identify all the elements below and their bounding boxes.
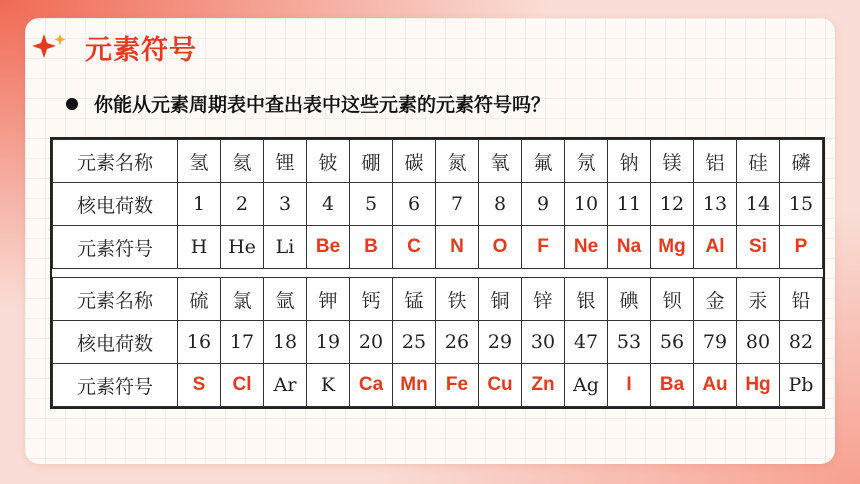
element-name-cell: 硫 [178, 278, 221, 321]
element-name-cell: 氖 [565, 140, 608, 183]
nuclear-charge-cell: 18 [264, 321, 307, 364]
nuclear-charge-cell: 25 [393, 321, 436, 364]
row-header-element-name: 元素名称 [53, 140, 178, 183]
element-symbol-cell: Li [264, 226, 307, 269]
element-name-cell: 镁 [651, 140, 694, 183]
element-name-cell: 硅 [737, 140, 780, 183]
nuclear-charge-cell: 26 [436, 321, 479, 364]
table-row-element-name [53, 278, 823, 321]
nuclear-charge-cell: 16 [178, 321, 221, 364]
row-header-element-symbol: 元素符号 [53, 226, 178, 269]
element-name-cell: 氯 [221, 278, 264, 321]
element-name-cell: 钠 [608, 140, 651, 183]
nuclear-charge-cell: 79 [694, 321, 737, 364]
element-name-cell: 铜 [479, 278, 522, 321]
element-symbol-cell: Na [608, 226, 651, 269]
bullet-icon [66, 98, 78, 110]
nuclear-charge-cell: 5 [350, 183, 393, 226]
nuclear-charge-cell: 47 [565, 321, 608, 364]
table-separator [53, 269, 823, 278]
element-name-cell: 铁 [436, 278, 479, 321]
nuclear-charge-cell: 7 [436, 183, 479, 226]
element-symbol-cell: H [178, 226, 221, 269]
element-symbol-cell: B [350, 226, 393, 269]
element-symbol-cell: Hg [737, 364, 780, 407]
nuclear-charge-cell: 14 [737, 183, 780, 226]
question-line [66, 90, 550, 117]
element-symbol-cell: Mg [651, 226, 694, 269]
element-name-cell: 硼 [350, 140, 393, 183]
element-symbol-cell: I [608, 364, 651, 407]
nuclear-charge-cell: 2 [221, 183, 264, 226]
element-name-cell: 汞 [737, 278, 780, 321]
element-symbol-cell: Ca [350, 364, 393, 407]
element-name-cell: 铍 [307, 140, 350, 183]
element-name-cell: 锰 [393, 278, 436, 321]
nuclear-charge-cell: 80 [737, 321, 780, 364]
table-row-nuclear-charge [53, 321, 823, 364]
nuclear-charge-cell: 11 [608, 183, 651, 226]
element-symbol-cell: K [307, 364, 350, 407]
nuclear-charge-cell: 6 [393, 183, 436, 226]
nuclear-charge-cell: 9 [522, 183, 565, 226]
element-symbol-cell: Au [694, 364, 737, 407]
element-name-cell: 铅 [780, 278, 823, 321]
element-name-cell: 氟 [522, 140, 565, 183]
element-name-cell: 氢 [178, 140, 221, 183]
element-name-cell: 锂 [264, 140, 307, 183]
element-symbol-cell: Cu [479, 364, 522, 407]
element-symbol-cell: Ne [565, 226, 608, 269]
element-name-cell: 钾 [307, 278, 350, 321]
nuclear-charge-cell: 30 [522, 321, 565, 364]
element-name-cell: 金 [694, 278, 737, 321]
element-name-cell: 氦 [221, 140, 264, 183]
element-table [50, 137, 825, 409]
element-name-cell: 氧 [479, 140, 522, 183]
element-name-cell: 银 [565, 278, 608, 321]
row-header-element-name: 元素名称 [53, 278, 178, 321]
table-row-element-symbol [53, 364, 823, 407]
element-name-cell: 碳 [393, 140, 436, 183]
element-name-cell: 锌 [522, 278, 565, 321]
table-row-nuclear-charge [53, 183, 823, 226]
element-name-cell: 铝 [694, 140, 737, 183]
element-symbol-cell: Ag [565, 364, 608, 407]
element-name-cell: 氩 [264, 278, 307, 321]
nuclear-charge-cell: 82 [780, 321, 823, 364]
element-symbol-cell: C [393, 226, 436, 269]
row-header-nuclear-charge: 核电荷数 [53, 321, 178, 364]
element-symbol-cell: Pb [780, 364, 823, 407]
element-symbol-cell: Ba [651, 364, 694, 407]
element-symbol-cell: F [522, 226, 565, 269]
row-header-element-symbol: 元素符号 [53, 364, 178, 407]
element-symbol-cell: Be [307, 226, 350, 269]
element-table-grid [52, 139, 823, 407]
row-header-nuclear-charge: 核电荷数 [53, 183, 178, 226]
nuclear-charge-cell: 53 [608, 321, 651, 364]
element-symbol-cell: Al [694, 226, 737, 269]
element-name-cell: 碘 [608, 278, 651, 321]
element-symbol-cell: Cl [221, 364, 264, 407]
nuclear-charge-cell: 15 [780, 183, 823, 226]
element-name-cell: 钡 [651, 278, 694, 321]
element-symbol-cell: Mn [393, 364, 436, 407]
nuclear-charge-cell: 12 [651, 183, 694, 226]
nuclear-charge-cell: 10 [565, 183, 608, 226]
sparkle-icon [30, 32, 70, 60]
element-symbol-cell: He [221, 226, 264, 269]
element-symbol-cell: Fe [436, 364, 479, 407]
nuclear-charge-cell: 17 [221, 321, 264, 364]
nuclear-charge-cell: 3 [264, 183, 307, 226]
nuclear-charge-cell: 1 [178, 183, 221, 226]
element-symbol-cell: Si [737, 226, 780, 269]
nuclear-charge-cell: 29 [479, 321, 522, 364]
nuclear-charge-cell: 19 [307, 321, 350, 364]
nuclear-charge-cell: 56 [651, 321, 694, 364]
element-symbol-cell: S [178, 364, 221, 407]
separator-cell [53, 269, 823, 278]
element-name-cell: 磷 [780, 140, 823, 183]
nuclear-charge-cell: 13 [694, 183, 737, 226]
element-symbol-cell: Zn [522, 364, 565, 407]
element-symbol-cell: O [479, 226, 522, 269]
table-row-element-symbol [53, 226, 823, 269]
element-symbol-cell: P [780, 226, 823, 269]
nuclear-charge-cell: 20 [350, 321, 393, 364]
element-name-cell: 钙 [350, 278, 393, 321]
element-symbol-cell: N [436, 226, 479, 269]
element-symbol-cell: Ar [264, 364, 307, 407]
nuclear-charge-cell: 8 [479, 183, 522, 226]
table-row-element-name [53, 140, 823, 183]
element-name-cell: 氮 [436, 140, 479, 183]
page-title: 元素符号 [85, 35, 197, 66]
nuclear-charge-cell: 4 [307, 183, 350, 226]
question-text: 你能从元素周期表中查出表中这些元素的元素符号吗？ [94, 94, 551, 116]
